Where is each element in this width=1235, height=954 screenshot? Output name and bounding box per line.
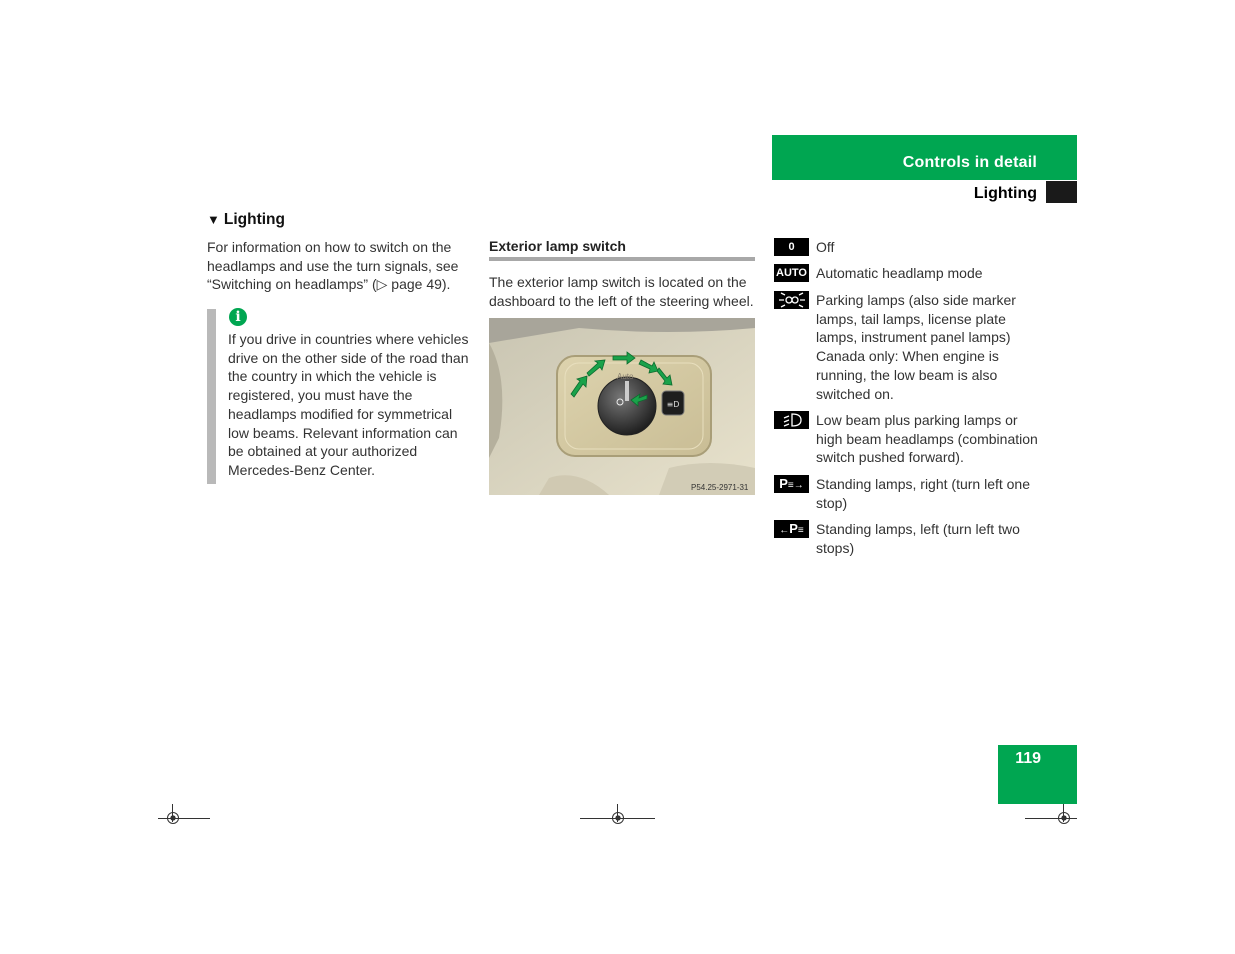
- lamp-switch-photo: [489, 318, 755, 495]
- parking-lamps-icon: [774, 291, 809, 309]
- switch-position-text: Low beam plus parking lamps or high beam headlamps (combination switch pushed forward).: [816, 412, 1038, 466]
- section-title: Controls in detail: [902, 154, 1037, 171]
- standing-lamps-left-icon: ←P≡: [774, 520, 809, 538]
- off-icon: 0: [774, 238, 809, 256]
- auto-icon: AUTO: [774, 264, 809, 282]
- note-paragraph: If you drive in countries where vehicles drive on the other side of the road than the country in which the vehicle is registered, you must have the headlamps modified for symmetrical low beams. Relevant information can be obtained at your authorized Mercedes-Benz Center.: [228, 331, 469, 478]
- switch-position-text: Off: [816, 239, 835, 255]
- standing-lamps-right-icon: P≡→: [774, 475, 809, 493]
- intro-paragraph: For information on how to switch on the headlamps and use the turn signals, see “Switching on headlamps” (▷ page 49).: [207, 239, 459, 293]
- switch-position-text: Standing lamps, right (turn left one stop): [816, 476, 1031, 511]
- heading-rule: [489, 257, 755, 261]
- subsection-title: Lighting: [973, 185, 1037, 202]
- note-bar: [207, 309, 216, 484]
- subsection-marker: [1046, 181, 1077, 203]
- dial-auto-label: Auto: [617, 372, 634, 381]
- switch-position-text: Parking lamps (also side marker lamps, tail lamps, license plate lamps, instrument panel lamps) Canada only: When engine is running, the low beam is also switched on.: [816, 292, 1016, 402]
- info-icon: i: [229, 308, 247, 326]
- lighting-heading: [207, 211, 285, 229]
- triangle-down-icon: ▼: [207, 212, 220, 227]
- switch-position-text: Standing lamps, left (turn left two stops): [816, 521, 1020, 556]
- image-caption: P54.25-2971-31: [691, 483, 749, 492]
- page-number: 119: [1015, 750, 1041, 767]
- exterior-lamp-switch-heading: Exterior lamp switch: [489, 238, 626, 254]
- lamp-switch-paragraph: The exterior lamp switch is located on the dashboard to the left of the steering wheel.: [489, 274, 754, 309]
- svg-text:≡D: ≡D: [666, 400, 680, 409]
- lighting-heading-text: Lighting: [223, 211, 285, 228]
- low-beam-icon: [774, 411, 809, 429]
- switch-position-text: Automatic headlamp mode: [816, 265, 983, 281]
